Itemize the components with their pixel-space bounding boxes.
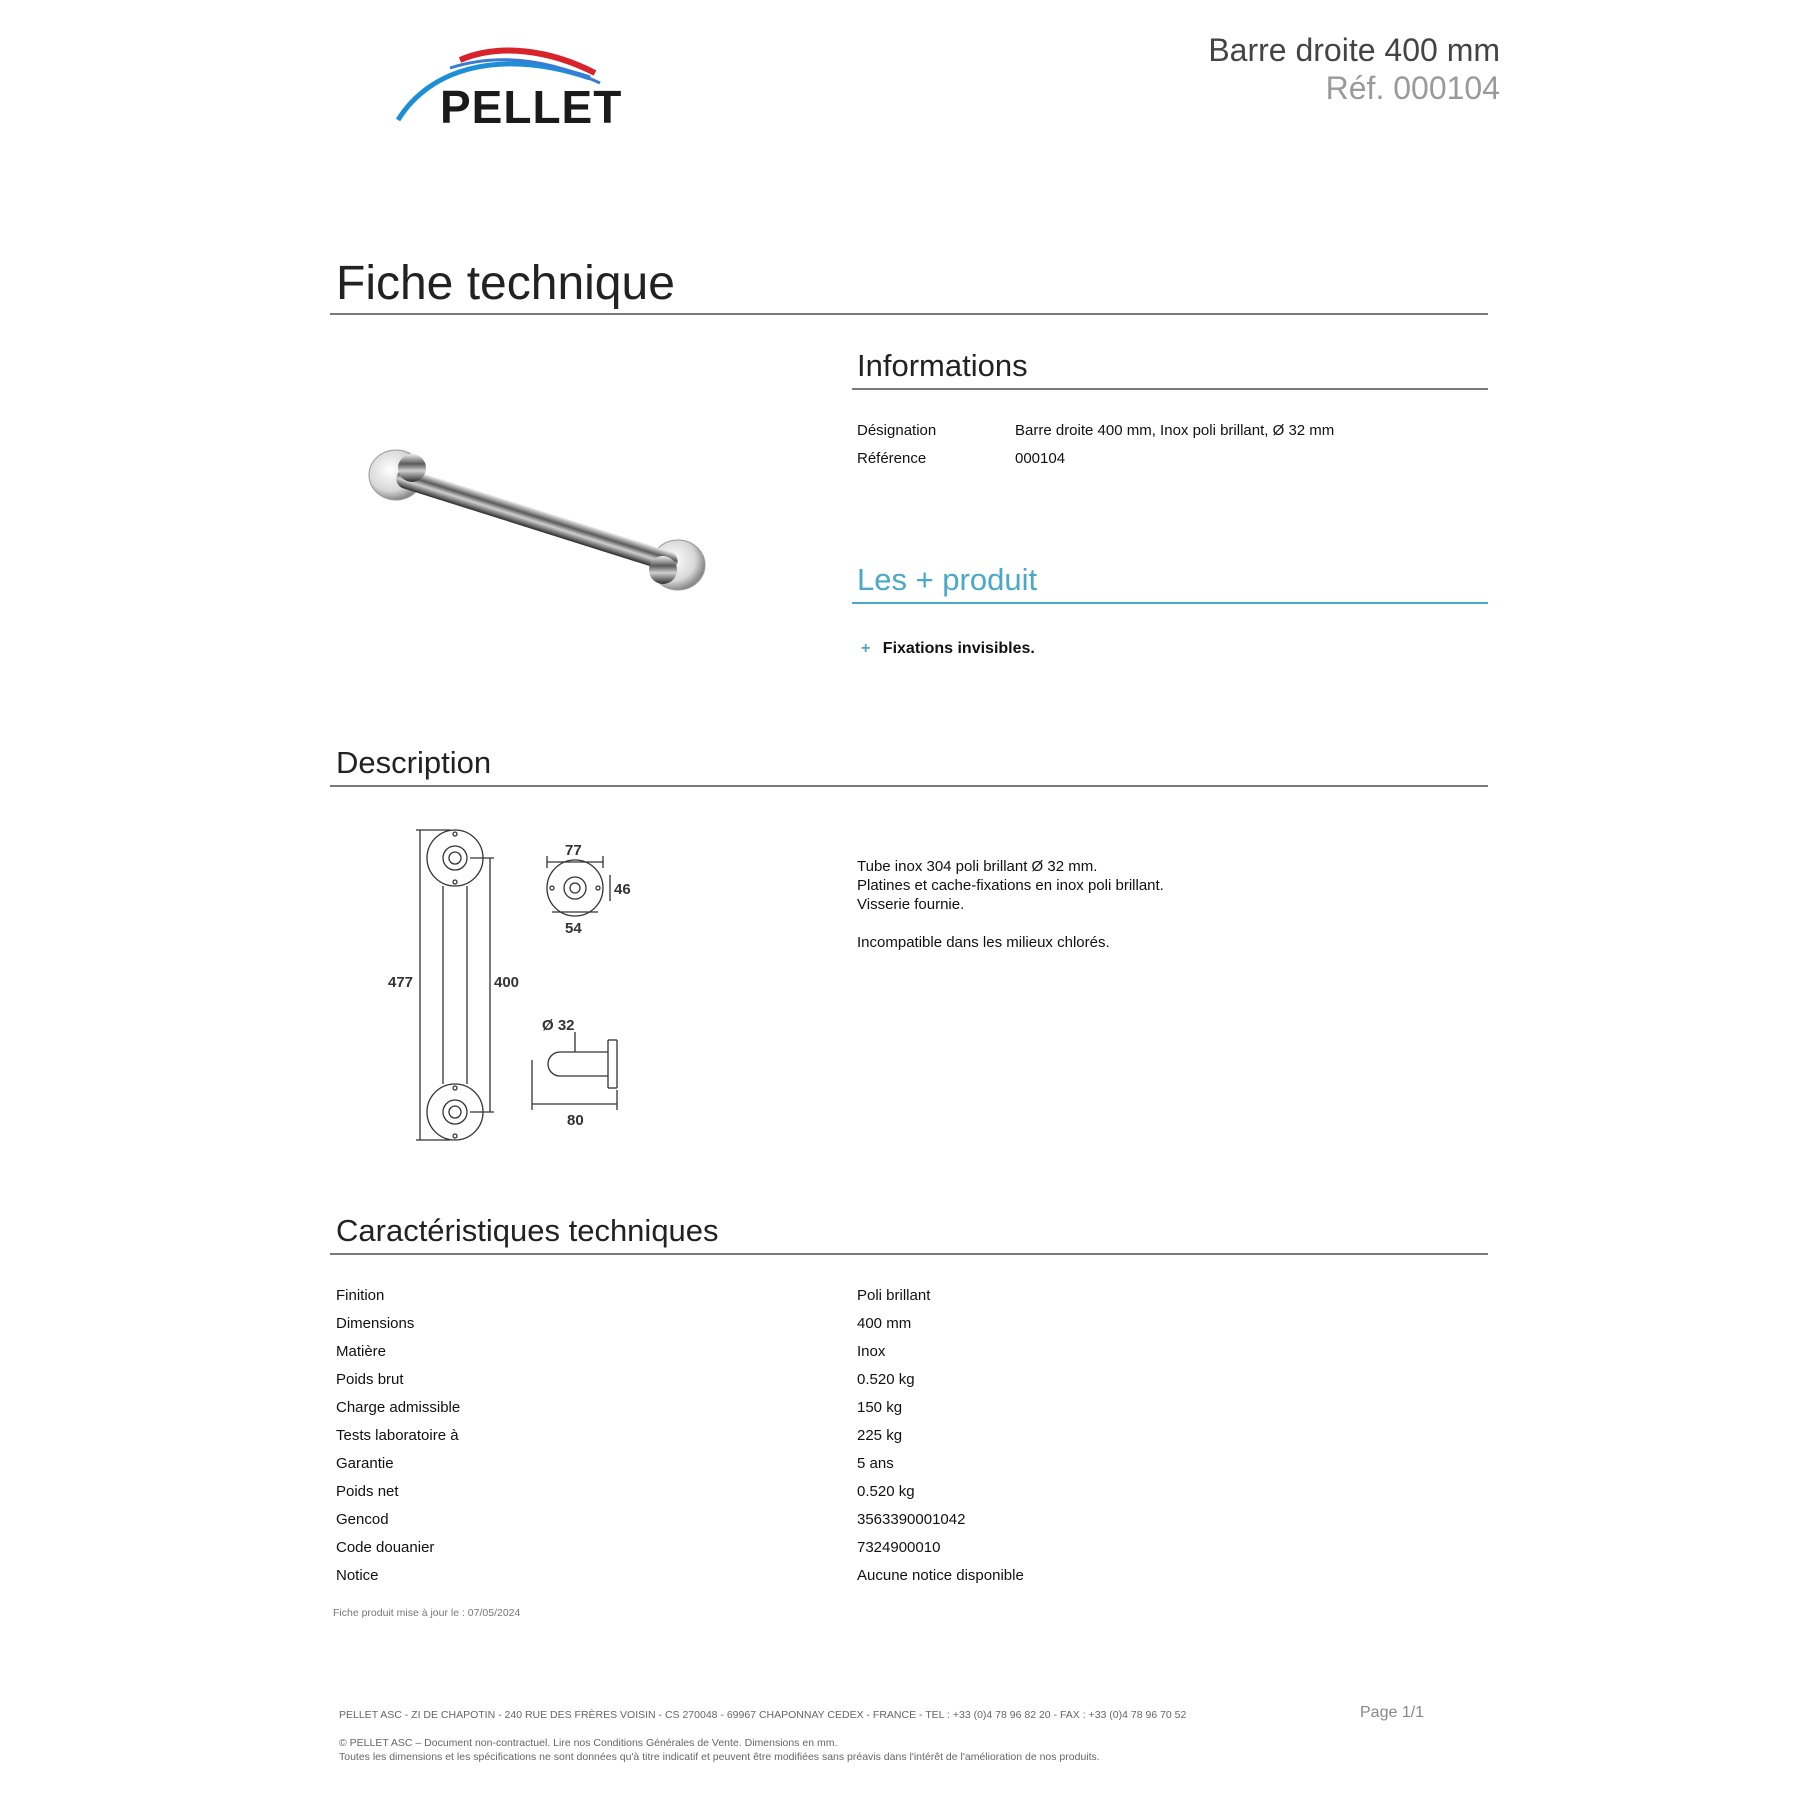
spec-value-poids-brut: 0.520 kg (857, 1371, 915, 1388)
title-divider (330, 313, 1488, 315)
spec-value-finition: Poli brillant (857, 1287, 931, 1304)
spec-value-garantie: 5 ans (857, 1455, 894, 1472)
description-heading: Description (336, 745, 492, 780)
spec-value-matiere: Inox (857, 1343, 886, 1360)
description-line: Visserie fournie. (857, 896, 965, 913)
info-value-reference: 000104 (1015, 450, 1066, 467)
page-title: Fiche technique (336, 257, 675, 310)
description-divider (330, 785, 1488, 787)
description-line: Incompatible dans les milieux chlorés. (857, 934, 1110, 951)
spec-label-gencod: Gencod (336, 1511, 389, 1528)
spec-value-code-douanier: 7324900010 (857, 1539, 941, 1556)
spec-label-tests: Tests laboratoire à (336, 1427, 459, 1444)
grab-bar-photo-icon (360, 350, 710, 690)
informations-heading: Informations (857, 348, 1028, 383)
spec-value-charge: 150 kg (857, 1399, 903, 1416)
dim-overall-label: 477 (388, 974, 414, 991)
spec-value-poids-net: 0.520 kg (857, 1483, 915, 1500)
brand-logo (390, 38, 640, 133)
technical-drawing (380, 820, 680, 1150)
product-photo (360, 350, 710, 690)
characteristics-divider (330, 1253, 1488, 1255)
benefits-divider (852, 602, 1488, 604)
spec-value-dimensions: 400 mm (857, 1315, 912, 1332)
info-value-designation: Barre droite 400 mm, Inox poli brillant, Ø 32 mm (1015, 422, 1335, 439)
spec-label-notice: Notice (336, 1567, 379, 1584)
informations-divider (852, 388, 1488, 390)
description-line: Platines et cache-fixations en inox poli brillant. (857, 877, 1164, 894)
update-date: Fiche produit mise à jour le : 07/05/2024 (333, 1607, 521, 1619)
spec-label-matiere: Matière (336, 1343, 387, 1360)
spec-value-tests: 225 kg (857, 1427, 903, 1444)
spec-value-gencod: 3563390001042 (857, 1511, 966, 1528)
benefits-heading: Les + produit (857, 562, 1038, 597)
spec-label-finition: Finition (336, 1287, 385, 1304)
spec-label-poids-net: Poids net (336, 1483, 399, 1500)
spec-label-dimensions: Dimensions (336, 1315, 415, 1332)
dimension-drawing-icon (380, 820, 680, 1150)
benefit-text: Fixations invisibles. (882, 640, 1035, 657)
spec-label-poids-brut: Poids brut (336, 1371, 404, 1388)
description-line: Tube inox 304 poli brillant Ø 32 mm. (857, 858, 1098, 875)
characteristics-heading: Caractéristiques techniques (336, 1213, 719, 1248)
spec-value-notice: Aucune notice disponible (857, 1567, 1024, 1584)
dim-plate-height-label: 46 (614, 881, 631, 898)
footer-legal-1: © PELLET ASC – Document non-contractuel. Lire nos Conditions Générales de Vente. Dimensions en mm. (339, 1737, 838, 1749)
footer-address: PELLET ASC - ZI DE CHAPOTIN - 240 RUE DES FRÈRES VOISIN - CS 270048 - 69967 CHAPONNAY CEDEX - FRANCE - TEL : +33 (0)4 78 96 82 20 - FAX : +33 (0)4 78 96 70 52 (339, 1709, 1187, 1721)
footer-legal-2: Toutes les dimensions et les spécifications ne sont données qu'à titre indicatif et peuvent être modifiées sans préavis dans l'intérêt de l'amélioration de nos produits. (339, 1751, 1100, 1763)
header-reference: Réf. 000104 (1325, 70, 1500, 106)
dim-length-label: 400 (494, 974, 520, 991)
info-label-reference: Référence (857, 450, 927, 467)
description-line (857, 914, 1457, 933)
spec-label-charge: Charge admissible (336, 1399, 461, 1416)
spec-label-garantie: Garantie (336, 1455, 394, 1472)
dim-depth-label: 80 (567, 1112, 584, 1129)
info-label-designation: Désignation (857, 422, 937, 439)
dim-diameter-label: Ø 32 (542, 1017, 575, 1034)
benefit-item (861, 640, 1035, 658)
description-text (857, 857, 1457, 952)
plus-icon: + (861, 640, 871, 657)
dim-plate-width-label: 77 (565, 842, 582, 859)
brand-name: PELLET (440, 81, 623, 133)
page-number: Page 1/1 (1360, 1704, 1425, 1721)
spec-label-code-douanier: Code douanier (336, 1539, 435, 1556)
dim-plate-holes-label: 54 (565, 920, 582, 937)
header-product-title: Barre droite 400 mm (1208, 32, 1500, 68)
